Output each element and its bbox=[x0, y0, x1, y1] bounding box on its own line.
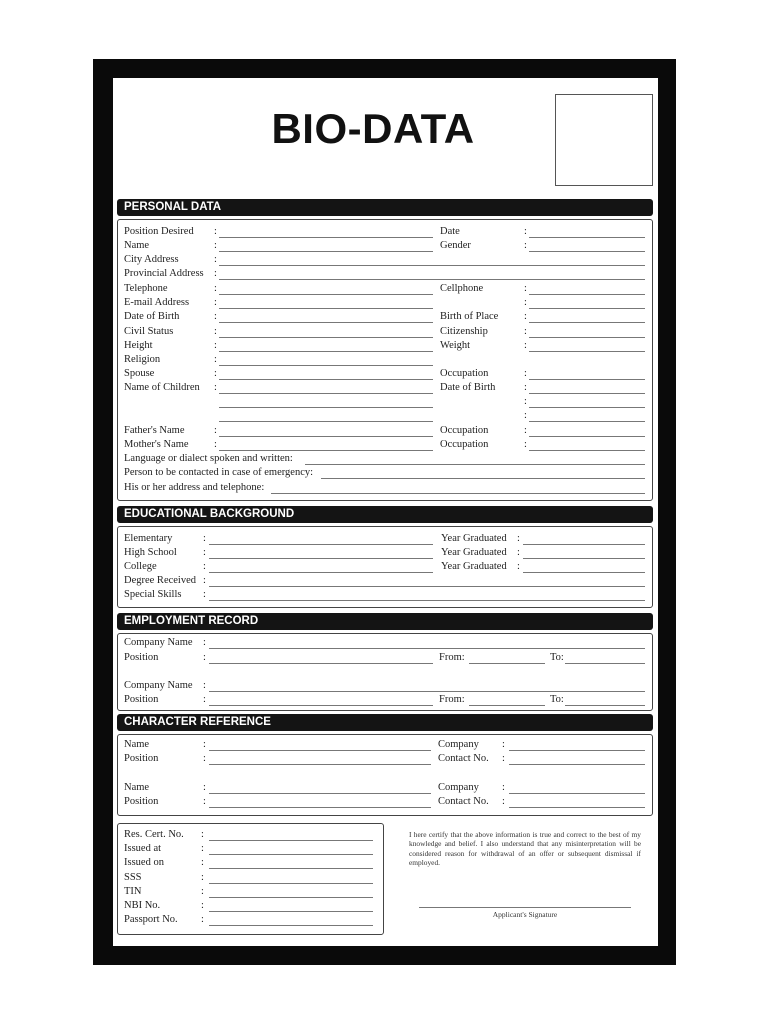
label-ref-company-1: Company bbox=[438, 739, 479, 750]
label-citizenship: Citizenship bbox=[440, 326, 488, 337]
colon: : bbox=[214, 226, 217, 237]
field-ref-company-2[interactable] bbox=[509, 793, 645, 794]
field-high-school[interactable] bbox=[209, 558, 433, 559]
colon: : bbox=[524, 368, 527, 379]
colon: : bbox=[201, 857, 204, 868]
colon: : bbox=[203, 575, 206, 586]
label-position-desired: Position Desired bbox=[124, 226, 194, 237]
colon: : bbox=[201, 886, 204, 897]
label-civil-status: Civil Status bbox=[124, 326, 174, 337]
field-email-address[interactable] bbox=[219, 308, 433, 309]
label-ref-position-2: Position bbox=[124, 796, 159, 807]
field-company-name-1[interactable] bbox=[209, 648, 645, 649]
field-child-1[interactable] bbox=[219, 393, 433, 394]
label-spouse-occupation: Occupation bbox=[440, 368, 489, 379]
label-birth-of-place: Birth of Place bbox=[440, 311, 499, 322]
field-cellphone-2[interactable] bbox=[529, 308, 645, 309]
education-box bbox=[117, 526, 653, 608]
colon: : bbox=[524, 240, 527, 251]
field-civil-status[interactable] bbox=[219, 337, 433, 338]
colon: : bbox=[214, 240, 217, 251]
field-college[interactable] bbox=[209, 572, 433, 573]
colon: : bbox=[524, 311, 527, 322]
form-title: BIO-DATA bbox=[271, 105, 475, 152]
label-spouse: Spouse bbox=[124, 368, 155, 379]
colon: : bbox=[203, 739, 206, 750]
colon: : bbox=[524, 439, 527, 450]
field-year-graduated-college[interactable] bbox=[523, 572, 645, 573]
section-educational-background: EDUCATIONAL BACKGROUND bbox=[117, 506, 653, 523]
label-emergency-address: His or her address and telephone: bbox=[124, 482, 265, 493]
colon: : bbox=[203, 547, 206, 558]
label-telephone: Telephone bbox=[124, 283, 168, 294]
field-provincial-address[interactable] bbox=[219, 279, 645, 280]
colon: : bbox=[201, 900, 204, 911]
colon: : bbox=[502, 753, 505, 764]
field-nbi-no[interactable] bbox=[209, 911, 373, 912]
label-language: Language or dialect spoken and written: bbox=[124, 453, 293, 464]
field-child-dob-2[interactable] bbox=[529, 407, 645, 408]
colon: : bbox=[524, 410, 527, 421]
field-spouse-occupation[interactable] bbox=[529, 379, 645, 380]
field-ref-position-2[interactable] bbox=[209, 807, 431, 808]
label-ref-name-1: Name bbox=[124, 739, 150, 750]
label-position-1: Position bbox=[124, 652, 159, 663]
label-sss: SSS bbox=[124, 872, 142, 883]
field-year-graduated-high-school[interactable] bbox=[523, 558, 645, 559]
field-from-1[interactable] bbox=[469, 663, 545, 664]
label-city-address: City Address bbox=[124, 254, 179, 265]
label-year-graduated-elementary: Year Graduated bbox=[441, 533, 507, 544]
label-year-graduated-high-school: Year Graduated bbox=[441, 547, 507, 558]
colon: : bbox=[214, 326, 217, 337]
field-res-cert-no[interactable] bbox=[209, 840, 373, 841]
label-cellphone: Cellphone bbox=[440, 283, 484, 294]
label-year-graduated-college: Year Graduated bbox=[441, 561, 507, 572]
field-ref-company-1[interactable] bbox=[509, 750, 645, 751]
colon: : bbox=[203, 796, 206, 807]
label-degree-received: Degree Received bbox=[124, 575, 196, 586]
section-employment-record: EMPLOYMENT RECORD bbox=[117, 613, 653, 630]
colon: : bbox=[524, 283, 527, 294]
label-date-of-birth: Date of Birth bbox=[124, 311, 180, 322]
field-position-2[interactable] bbox=[209, 705, 433, 706]
colon: : bbox=[203, 694, 206, 705]
field-elementary[interactable] bbox=[209, 544, 433, 545]
colon: : bbox=[214, 254, 217, 265]
label-emergency-contact: Person to be contacted in case of emergency: bbox=[124, 467, 314, 478]
field-emergency-contact[interactable] bbox=[321, 478, 645, 479]
field-name[interactable] bbox=[219, 251, 433, 252]
label-gender: Gender bbox=[440, 240, 471, 251]
label-from-2: From: bbox=[439, 694, 465, 705]
colon: : bbox=[214, 268, 217, 279]
colon: : bbox=[214, 382, 217, 393]
colon: : bbox=[524, 382, 527, 393]
colon: : bbox=[201, 914, 204, 925]
signature-line[interactable] bbox=[419, 907, 631, 908]
label-ref-contact-1: Contact No. bbox=[438, 753, 489, 764]
colon: : bbox=[517, 547, 520, 558]
reference-box bbox=[117, 734, 653, 816]
label-tin: TIN bbox=[124, 886, 142, 897]
field-ref-contact-2[interactable] bbox=[509, 807, 645, 808]
field-to-2[interactable] bbox=[565, 705, 645, 706]
bio-data-form bbox=[113, 78, 658, 946]
colon: : bbox=[203, 753, 206, 764]
field-issued-on[interactable] bbox=[209, 868, 373, 869]
field-emergency-address[interactable] bbox=[271, 493, 645, 494]
section-character-reference: CHARACTER REFERENCE bbox=[117, 714, 653, 731]
label-name-of-children: Name of Children bbox=[124, 382, 200, 393]
field-ref-position-1[interactable] bbox=[209, 764, 431, 765]
colon: : bbox=[214, 368, 217, 379]
employment-box bbox=[117, 633, 653, 711]
colon: : bbox=[203, 782, 206, 793]
field-language[interactable] bbox=[305, 464, 645, 465]
colon: : bbox=[201, 872, 204, 883]
field-ref-name-1[interactable] bbox=[209, 750, 431, 751]
colon: : bbox=[214, 439, 217, 450]
colon: : bbox=[201, 843, 204, 854]
field-from-2[interactable] bbox=[469, 705, 545, 706]
signature-label: Applicant's Signature bbox=[492, 910, 558, 919]
field-special-skills[interactable] bbox=[209, 600, 645, 601]
label-position-2: Position bbox=[124, 694, 159, 705]
label-children-date-of-birth: Date of Birth bbox=[440, 382, 496, 393]
field-mother-occupation[interactable] bbox=[529, 450, 645, 451]
field-weight[interactable] bbox=[529, 351, 645, 352]
colon: : bbox=[524, 326, 527, 337]
field-citizenship[interactable] bbox=[529, 337, 645, 338]
colon: : bbox=[214, 354, 217, 365]
colon: : bbox=[203, 637, 206, 648]
label-email-address: E-mail Address bbox=[124, 297, 190, 308]
colon: : bbox=[517, 533, 520, 544]
colon: : bbox=[517, 561, 520, 572]
field-child-dob-3[interactable] bbox=[529, 421, 645, 422]
colon: : bbox=[203, 680, 206, 691]
label-provincial-address: Provincial Address bbox=[124, 268, 204, 279]
field-telephone[interactable] bbox=[219, 294, 433, 295]
label-passport-no: Passport No. bbox=[124, 914, 178, 925]
label-nbi-no: NBI No. bbox=[124, 900, 161, 911]
field-company-name-2[interactable] bbox=[209, 691, 645, 692]
field-father-occupation[interactable] bbox=[529, 436, 645, 437]
photo-box[interactable] bbox=[555, 94, 653, 186]
field-year-graduated-elementary[interactable] bbox=[523, 544, 645, 545]
label-issued-at: Issued at bbox=[124, 843, 162, 854]
colon: : bbox=[203, 533, 206, 544]
label-father-occupation: Occupation bbox=[440, 425, 489, 436]
label-height: Height bbox=[124, 340, 153, 351]
field-sss[interactable] bbox=[209, 883, 373, 884]
field-religion[interactable] bbox=[219, 365, 433, 366]
colon: : bbox=[502, 796, 505, 807]
label-from-1: From: bbox=[439, 652, 465, 663]
label-company-name-2: Company Name bbox=[124, 680, 193, 691]
label-ref-company-2: Company bbox=[438, 782, 479, 793]
field-gender[interactable] bbox=[529, 251, 645, 252]
label-res-cert-no: Res. Cert. No. bbox=[124, 829, 184, 840]
label-elementary: Elementary bbox=[124, 533, 173, 544]
label-mothers-name: Mother's Name bbox=[124, 439, 189, 450]
field-issued-at[interactable] bbox=[209, 854, 373, 855]
colon: : bbox=[524, 425, 527, 436]
colon: : bbox=[214, 425, 217, 436]
label-special-skills: Special Skills bbox=[124, 589, 182, 600]
field-spouse[interactable] bbox=[219, 379, 433, 380]
colon: : bbox=[201, 829, 204, 840]
field-fathers-name[interactable] bbox=[219, 436, 433, 437]
colon: : bbox=[214, 311, 217, 322]
field-child-dob-1[interactable] bbox=[529, 393, 645, 394]
label-to-2: To: bbox=[550, 694, 564, 705]
colon: : bbox=[524, 396, 527, 407]
colon: : bbox=[524, 297, 527, 308]
label-to-1: To: bbox=[550, 652, 564, 663]
label-college: College bbox=[124, 561, 157, 572]
label-high-school: High School bbox=[124, 547, 177, 558]
field-date-of-birth[interactable] bbox=[219, 322, 433, 323]
field-city-address[interactable] bbox=[219, 265, 645, 266]
label-weight: Weight bbox=[440, 340, 471, 351]
colon: : bbox=[214, 297, 217, 308]
field-passport-no[interactable] bbox=[209, 925, 373, 926]
field-position-1[interactable] bbox=[209, 663, 433, 664]
colon: : bbox=[524, 340, 527, 351]
label-ref-name-2: Name bbox=[124, 782, 150, 793]
field-ref-name-2[interactable] bbox=[209, 793, 431, 794]
field-ref-contact-1[interactable] bbox=[509, 764, 645, 765]
label-mother-occupation: Occupation bbox=[440, 439, 489, 450]
colon: : bbox=[214, 340, 217, 351]
colon: : bbox=[203, 652, 206, 663]
field-height[interactable] bbox=[219, 351, 433, 352]
field-birth-of-place[interactable] bbox=[529, 322, 645, 323]
field-to-1[interactable] bbox=[565, 663, 645, 664]
certification-text: I here certify that the above information is true and correct to the best of my knowledge and belief. I also understand that any misinterpretation will be considered reason for withdrawal of an offer or subsequent dismissal if employed. bbox=[409, 830, 641, 868]
label-fathers-name: Father's Name bbox=[124, 425, 185, 436]
label-ref-contact-2: Contact No. bbox=[438, 796, 489, 807]
colon: : bbox=[214, 283, 217, 294]
field-date[interactable] bbox=[529, 237, 645, 238]
label-issued-on: Issued on bbox=[124, 857, 164, 868]
label-date: Date bbox=[440, 226, 460, 237]
colon: : bbox=[502, 782, 505, 793]
colon: : bbox=[203, 589, 206, 600]
field-tin[interactable] bbox=[209, 897, 373, 898]
field-cellphone[interactable] bbox=[529, 294, 645, 295]
colon: : bbox=[524, 226, 527, 237]
label-name: Name bbox=[124, 240, 150, 251]
field-child-3[interactable] bbox=[219, 421, 433, 422]
field-degree-received[interactable] bbox=[209, 586, 645, 587]
label-ref-position-1: Position bbox=[124, 753, 159, 764]
label-company-name-1: Company Name bbox=[124, 637, 193, 648]
colon: : bbox=[203, 561, 206, 572]
field-position-desired[interactable] bbox=[219, 237, 433, 238]
section-personal-data: PERSONAL DATA bbox=[117, 199, 653, 216]
field-child-2[interactable] bbox=[219, 407, 433, 408]
label-religion: Religion bbox=[124, 354, 161, 365]
field-mothers-name[interactable] bbox=[219, 450, 433, 451]
colon: : bbox=[502, 739, 505, 750]
